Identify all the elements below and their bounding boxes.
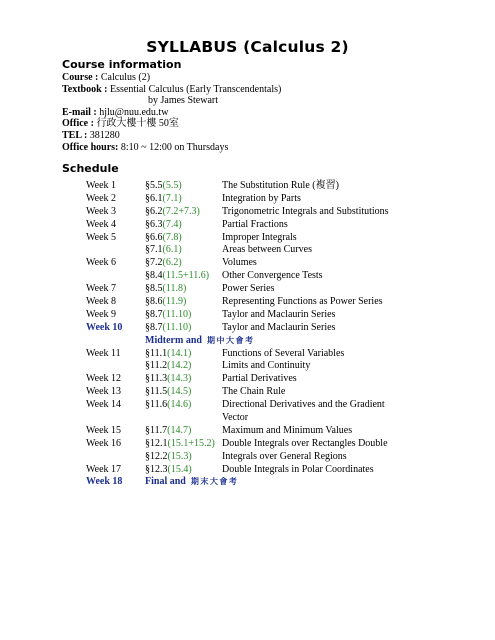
section-number: §11.7 bbox=[145, 424, 168, 436]
final-cjk: 期末大會考 bbox=[190, 477, 239, 487]
section-alt: (6.2) bbox=[162, 257, 182, 269]
schedule-row bbox=[86, 297, 422, 310]
section-alt: (14.1) bbox=[167, 347, 192, 359]
section-alt: (11.5+11.6) bbox=[162, 270, 210, 282]
topic-cell: Improper Integrals bbox=[222, 231, 297, 243]
schedule-table bbox=[86, 181, 422, 490]
section-alt: (6.1) bbox=[162, 244, 182, 256]
office-row bbox=[62, 118, 281, 130]
section-alt: (14.3) bbox=[167, 373, 192, 385]
section-alt: (14.6) bbox=[167, 399, 192, 411]
week-cell: Week 12 bbox=[86, 373, 122, 385]
schedule-row bbox=[86, 465, 422, 478]
topic-cell: Partial Fractions bbox=[222, 218, 288, 230]
section-number: §5.5 bbox=[145, 180, 163, 191]
topic-cell: Vector bbox=[222, 412, 249, 424]
section-alt: (14.2) bbox=[167, 360, 192, 372]
week-cell: Week 5 bbox=[86, 231, 117, 243]
course-info-block bbox=[62, 72, 281, 153]
section-alt: (7.1) bbox=[162, 192, 182, 204]
schedule-row bbox=[86, 220, 422, 233]
topic-cell: Power Series bbox=[222, 283, 275, 295]
section-alt: (14.5) bbox=[167, 386, 192, 398]
section-alt: (11.10) bbox=[162, 321, 192, 333]
section-number: §6.1 bbox=[145, 192, 163, 204]
week-cell: Week 7 bbox=[86, 283, 117, 295]
final-cell bbox=[145, 477, 422, 490]
week-cell: Week 10 bbox=[86, 321, 123, 333]
midterm-cjk: 期中大會考 bbox=[206, 335, 255, 345]
tel-row bbox=[62, 130, 281, 142]
topic-cell: Functions of Several Variables bbox=[222, 347, 345, 359]
topic-cell: Taylor and Maclaurin Series bbox=[222, 321, 336, 333]
section-number: §11.3 bbox=[145, 373, 168, 385]
email-row bbox=[62, 107, 281, 119]
topic-cell: Volumes bbox=[222, 257, 257, 269]
course-label: Course : bbox=[62, 72, 99, 83]
section-cell bbox=[145, 400, 222, 413]
week-cell bbox=[86, 452, 145, 465]
section-number: §6.3 bbox=[145, 218, 163, 230]
topic-cell: The Chain Rule bbox=[222, 386, 286, 398]
schedule-row bbox=[86, 413, 422, 426]
section-alt: (15.3) bbox=[167, 450, 192, 462]
textbook-author: by James Stewart bbox=[148, 95, 218, 107]
week-cell: Week 16 bbox=[86, 437, 122, 449]
schedule-row bbox=[86, 194, 422, 207]
section-number: §8.7 bbox=[145, 321, 163, 333]
week-cell: Week 13 bbox=[86, 386, 122, 398]
schedule-heading: Schedule bbox=[62, 162, 119, 175]
schedule-row bbox=[86, 400, 422, 413]
email-label: E-mail : bbox=[62, 106, 97, 118]
section-number: §11.1 bbox=[145, 347, 168, 359]
schedule-row bbox=[86, 426, 422, 439]
schedule-row bbox=[86, 452, 422, 465]
textbook-label: Textbook : bbox=[62, 83, 108, 95]
topic-cell: Double Integrals over Rectangles Double bbox=[222, 437, 388, 449]
section-alt: (15.4) bbox=[167, 463, 192, 475]
section-alt: (11.10) bbox=[162, 308, 192, 320]
section-alt: (5.5) bbox=[162, 180, 182, 191]
week-cell: Week 14 bbox=[86, 399, 122, 411]
section-number: §8.7 bbox=[145, 308, 163, 320]
schedule-row bbox=[86, 310, 422, 323]
week-cell: Week 11 bbox=[86, 347, 121, 359]
section-number: §11.6 bbox=[145, 399, 168, 411]
section-alt: (11.8) bbox=[162, 283, 187, 295]
section-number: §11.5 bbox=[145, 386, 168, 398]
page-title: SYLLABUS (Calculus 2) bbox=[146, 38, 349, 56]
week-cell: Week 17 bbox=[86, 463, 122, 475]
office-value: 行政大樓十樓 50室 bbox=[96, 118, 179, 130]
section-number: §11.2 bbox=[145, 360, 168, 372]
section-alt: (7.8) bbox=[162, 231, 182, 243]
textbook-row bbox=[62, 84, 281, 96]
week-cell: Week 6 bbox=[86, 257, 117, 269]
week-cell: Week 4 bbox=[86, 218, 117, 230]
week-cell: Week 9 bbox=[86, 308, 117, 320]
topic-cell: Partial Derivatives bbox=[222, 373, 297, 385]
schedule-row bbox=[86, 181, 422, 194]
week-cell: Week 3 bbox=[86, 205, 117, 217]
topic-cell: Integration by Parts bbox=[222, 192, 301, 204]
topic-cell: Other Convergence Tests bbox=[222, 270, 323, 282]
topic-cell: Trigonometric Integrals and Substitutions bbox=[222, 205, 389, 217]
section-alt: (7.2+7.3) bbox=[162, 205, 200, 217]
section-number: §8.4 bbox=[145, 270, 163, 282]
topic-cell: Maximum and Minimum Values bbox=[222, 424, 353, 436]
section-number: §7.2 bbox=[145, 257, 163, 269]
topic-cell: Areas between Curves bbox=[222, 244, 312, 256]
section-number: §8.5 bbox=[145, 283, 163, 295]
section-number: §7.1 bbox=[145, 244, 163, 256]
topic-cell: Representing Functions as Power Series bbox=[222, 296, 383, 308]
week-cell bbox=[86, 413, 145, 426]
midterm-row bbox=[86, 336, 422, 349]
course-value: Calculus (2) bbox=[100, 72, 151, 83]
final-row bbox=[86, 477, 422, 490]
course-info-heading: Course information bbox=[62, 58, 182, 71]
topic-cell: Limits and Continuity bbox=[222, 360, 311, 372]
week-cell: Week 8 bbox=[86, 296, 117, 308]
final-week-cell: Week 18 bbox=[86, 476, 123, 488]
topic-cell: Double Integrals in Polar Coordinates bbox=[222, 463, 374, 475]
email-value[interactable]: hjlu@nuu.edu.tw bbox=[99, 106, 169, 118]
schedule-row bbox=[86, 323, 422, 336]
schedule-row bbox=[86, 439, 422, 452]
office-hours-row bbox=[62, 142, 281, 154]
final-label: Final and bbox=[145, 476, 186, 488]
section-number: §8.6 bbox=[145, 296, 163, 308]
section-alt: (11.9) bbox=[162, 296, 187, 308]
tel-label: TEL : bbox=[62, 129, 88, 141]
topic-cell: The Substitution Rule (複習) bbox=[222, 180, 339, 191]
office-hours-label: Office hours: bbox=[62, 141, 119, 153]
textbook-value: Essential Calculus (Early Transcendentals) bbox=[109, 83, 282, 95]
topic-cell: Integrals over General Regions bbox=[222, 450, 347, 462]
section-number: §6.2 bbox=[145, 205, 163, 217]
office-label: Office : bbox=[62, 118, 94, 130]
topic-cell: Directional Derivatives and the Gradient bbox=[222, 399, 385, 411]
section-number: §12.3 bbox=[145, 463, 168, 475]
week-cell: Week 1 bbox=[86, 180, 117, 191]
topic-cell: Taylor and Maclaurin Series bbox=[222, 308, 336, 320]
section-alt: (7.4) bbox=[162, 218, 182, 230]
section-number: §12.2 bbox=[145, 450, 168, 462]
course-row bbox=[62, 72, 281, 84]
week-cell: Week 15 bbox=[86, 424, 122, 436]
schedule-row bbox=[86, 207, 422, 220]
office-hours-value: 8:10 ~ 12:00 on Thursdays bbox=[120, 141, 229, 153]
section-number: §6.6 bbox=[145, 231, 163, 243]
week-cell: Week 2 bbox=[86, 192, 117, 204]
tel-value: 381280 bbox=[89, 129, 120, 141]
section-alt: (15.1+15.2) bbox=[167, 437, 215, 449]
midterm-label: Midterm and bbox=[145, 334, 202, 346]
section-alt: (14.7) bbox=[167, 424, 192, 436]
section-number: §12.1 bbox=[145, 437, 168, 449]
